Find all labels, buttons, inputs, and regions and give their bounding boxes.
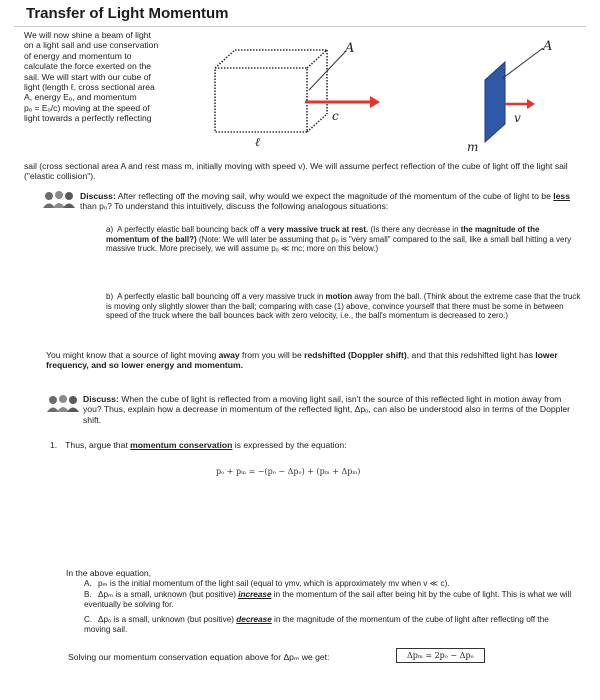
intro-line: pₒ = Eₒ/c) moving at the speed of	[24, 102, 150, 113]
intro-continuation: sail (cross sectional area A and rest mass m, initially moving with speed v). We will assume perfect reflection of the cube of light off the light sail ("elastic collision").	[24, 161, 568, 182]
situation-bold: motion	[325, 292, 353, 301]
definition-a	[84, 579, 574, 589]
intro-line: calculate the force exerted on the	[24, 61, 152, 72]
definition-label: B.	[84, 590, 92, 599]
situation-text: away from the ball. (Think about the extreme case that the truck is moving only slightly slower than the ball; comparing with case (1) above, convince yourself that there must be some in between speed of the truck where the ball bounces back with zero velocity, i.e., the ball's momentum is decreased to zero.)	[106, 292, 581, 321]
definition-b	[84, 590, 574, 610]
light-cube	[215, 50, 327, 132]
definition-label: A.	[84, 579, 92, 588]
discuss-text: When the cube of light is reflected from a moving light sail, isn't the source of this reflected light in motion away from you? Thus, explain how a decrease in momentum of the reflected light, Δpₒ, can also be understood also in terms of the Doppler shift.	[83, 394, 571, 425]
intro-line: on a light sail and use conservation	[24, 40, 159, 51]
definition-text: Δpₒ is a small, unknown (but positive)	[98, 615, 237, 624]
situation-label: a)	[106, 225, 114, 234]
emph-less: less	[553, 191, 570, 201]
mass-label: m	[467, 140, 479, 154]
people-discussion-icon	[42, 188, 76, 210]
step-1	[50, 440, 580, 450]
intro-line: light (length ℓ, cross sectional area	[24, 82, 155, 93]
speed-v-label: v	[514, 111, 521, 125]
discussion-1	[80, 191, 580, 212]
situation-text: A perfectly elastic ball bouncing off a very massive truck in	[117, 292, 326, 301]
step-text: is expressed by the equation:	[232, 440, 347, 450]
intro-paragraph	[24, 30, 224, 124]
definition-text: Δpₘ is a small, unknown (but positive)	[98, 590, 239, 599]
momentum-conservation-term: momentum conservation	[130, 440, 233, 450]
definition-label: C.	[84, 615, 93, 624]
situation-b	[106, 292, 582, 321]
situation-bold: very massive truck at rest.	[267, 225, 369, 234]
emph-increase: increase	[238, 590, 272, 599]
discussion-2	[83, 394, 581, 425]
area-label-sail: A	[543, 39, 553, 54]
light-sail	[485, 62, 505, 142]
redshift-bold: redshifted (Doppler shift)	[304, 350, 407, 360]
area-label-cube: A	[345, 41, 355, 56]
step-text: Thus, argue that	[65, 440, 131, 450]
redshift-text: from you will be	[239, 350, 305, 360]
situation-a	[106, 225, 582, 254]
definition-c	[84, 615, 574, 635]
page-title: Transfer of Light Momentum	[26, 5, 229, 22]
discuss-text: After reflecting off the moving sail, why would we expect the magnitude of the momentum of the cube of light to be	[115, 191, 554, 201]
discuss-text: than pₒ? To understand this intuitively, discuss the following analogous situations:	[80, 201, 389, 212]
intro-line: We will now shine a beam of light	[24, 30, 151, 40]
momentum-equation: pₒ + pₘ = −(pₒ − Δpₒ) + (pₘ + Δpₘ)	[216, 467, 361, 476]
title-divider	[14, 26, 586, 27]
definition-text: in the magnitude of the momentum of the cube of light after reflecting off the moving sail.	[84, 615, 549, 634]
situation-label: b)	[106, 292, 114, 301]
redshift-bold: lower frequency, and so lower energy and momentum.	[46, 350, 558, 371]
intro-line: of energy and momentum to	[24, 50, 132, 61]
sail-area-leader	[503, 48, 543, 78]
definition-text: in the momentum of the sail after being hit by the cube of light. This is what we will eventually be solving for.	[84, 590, 572, 609]
definitions-intro: In the above equation,	[66, 568, 152, 578]
sail-velocity-arrow	[505, 99, 535, 109]
result-equation: Δpₘ = 2pₒ − Δpₒ	[396, 648, 485, 663]
people-discussion-icon	[46, 392, 80, 414]
solving-sentence: Solving our momentum conservation equation above for Δpₘ we get:	[68, 652, 330, 662]
light-velocity-arrow	[305, 96, 380, 108]
redshift-text: , and that this redshifted light has	[406, 350, 536, 360]
redshift-text: You might know that a source of light moving	[46, 350, 219, 360]
light-sail-figure	[205, 38, 590, 163]
discuss-lead: Discuss:	[83, 394, 119, 404]
situation-text: (Note: We will later be assuming that pₒ is "very small" compared to the sail, like a small ball hitting a very massive truck. More precisely, we will assume pₒ ≪ mc; more on this below.)	[106, 234, 572, 254]
speed-c-label: c	[332, 109, 339, 123]
redshift-bold: away	[218, 350, 240, 360]
intro-line: A, energy Eₒ, and momentum	[24, 92, 137, 103]
step-number: 1.	[50, 440, 58, 450]
situation-text: A perfectly elastic ball bouncing back off a	[117, 225, 268, 234]
situation-text: (Is there any decrease in	[368, 225, 461, 234]
situation-bold: the magnitude of the momentum of the ball?)	[106, 225, 540, 244]
intro-line: sail. We will start with our cube of	[24, 71, 151, 82]
intro-line: light towards a perfectly reflecting	[24, 113, 152, 124]
length-label: ℓ	[255, 135, 260, 149]
discuss-lead: Discuss:	[80, 191, 116, 201]
emph-decrease: decrease	[236, 615, 272, 624]
definition-text: pₘ is the initial momentum of the light sail (equal to γmv, which is approximately mv when v ≪ c).	[98, 579, 450, 588]
redshift-paragraph	[46, 350, 582, 371]
